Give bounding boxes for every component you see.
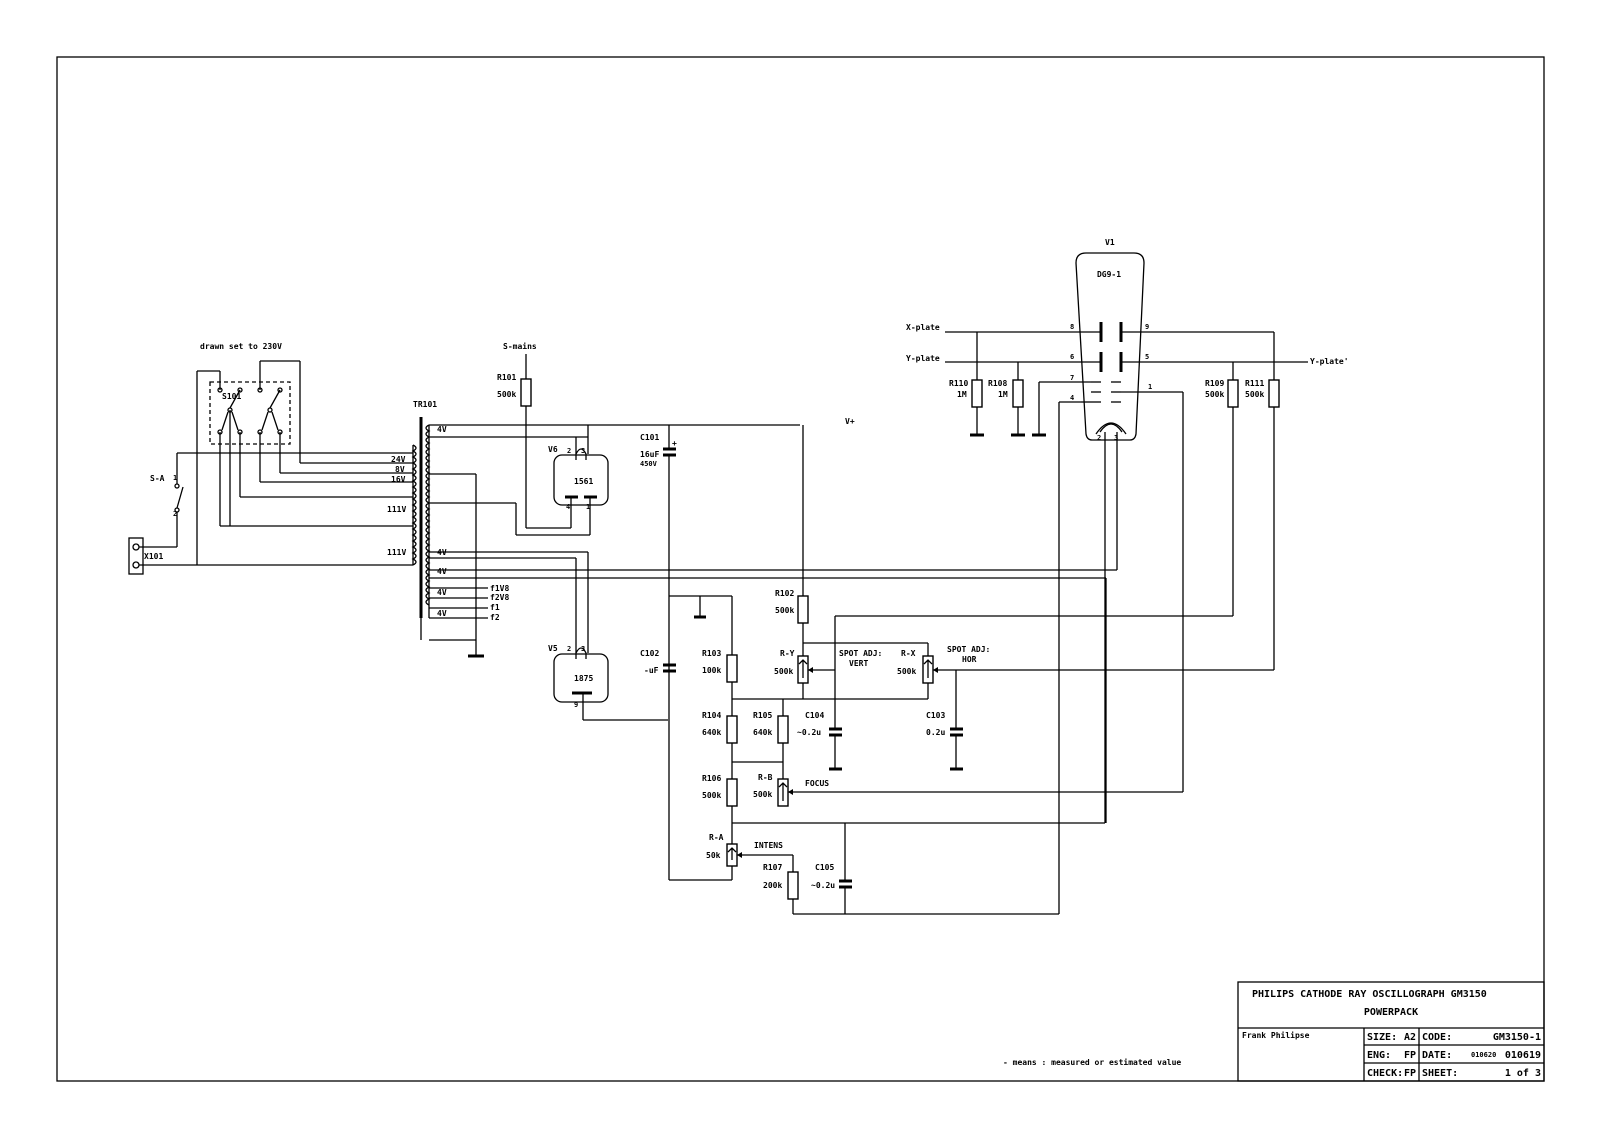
resistor-r101 — [497, 341, 537, 528]
v1-pin8: 8 — [1070, 323, 1075, 331]
v1-pin2: 2 — [1097, 434, 1102, 442]
tap-4v-d: 4V — [437, 588, 447, 597]
sa-switch-arm — [177, 487, 183, 508]
out-f2v8: f2V8 — [490, 593, 510, 602]
c101-plus: + — [672, 439, 677, 448]
v1-ref: V1 — [1105, 238, 1115, 247]
v-plus-label: V+ — [845, 417, 855, 426]
v5-type: 1875 — [574, 674, 594, 683]
c101-rating: 450V — [640, 460, 657, 468]
c104-value: ~0.2u — [797, 728, 822, 737]
r109-value: 500k — [1205, 390, 1225, 399]
v5-ref: V5 — [548, 644, 558, 653]
sa-label: S-A — [150, 474, 165, 483]
r104 — [727, 716, 737, 743]
tap-4v-b: 4V — [437, 548, 447, 557]
v5-pin3: 3 — [581, 645, 586, 653]
c101-value: 16uF — [640, 450, 660, 459]
r110 — [972, 380, 982, 407]
r103-ref: R103 — [702, 649, 722, 658]
r105-value: 640k — [753, 728, 773, 737]
size-label: SIZE: — [1367, 1032, 1398, 1043]
code-value: GM3150-1 — [1492, 1032, 1541, 1043]
r103-value: 100k — [702, 666, 722, 675]
r108-value: 1M — [998, 390, 1008, 399]
ry-func2: VERT — [849, 659, 869, 668]
tube-v5 — [548, 552, 668, 720]
r106-ref: R106 — [702, 774, 722, 783]
tap-16v: 16V — [391, 475, 406, 484]
transformer-tr101 — [387, 400, 1117, 656]
ra-value: 50k — [706, 851, 721, 860]
s-mains-label: S-mains — [503, 342, 537, 351]
sa-pin2: 2 — [173, 510, 178, 518]
c102-value: -uF — [644, 666, 659, 675]
v1-pin5: 5 — [1145, 353, 1150, 361]
ry-func: SPOT ADJ: — [839, 649, 883, 658]
r107-value: 200k — [763, 881, 783, 890]
r107 — [788, 872, 798, 899]
out-f1: f1 — [490, 603, 500, 612]
rx-value: 500k — [897, 667, 917, 676]
date-old: 010620 — [1471, 1051, 1497, 1059]
ra-ref: R-A — [709, 833, 724, 842]
r104-ref: R104 — [702, 711, 722, 720]
code-label: CODE: — [1422, 1032, 1453, 1043]
sa-pin1: 1 — [173, 474, 178, 482]
eng-value: FP — [1404, 1050, 1417, 1061]
y-plate-prime-label: Y-plate' — [1310, 357, 1349, 366]
v1-type: DG9-1 — [1096, 270, 1122, 279]
out-f2: f2 — [490, 613, 500, 622]
r105-ref: R105 — [753, 711, 773, 720]
sheet-label: SHEET: — [1422, 1068, 1459, 1079]
tap-8v: 8V — [395, 465, 405, 474]
c105-ref: C105 — [815, 863, 835, 872]
author-text: Frank Philipse — [1242, 1031, 1310, 1040]
ry-value: 500k — [774, 667, 794, 676]
rx-func2: HOR — [962, 655, 977, 664]
r106-value: 500k — [702, 791, 722, 800]
date-label: DATE: — [1422, 1050, 1453, 1061]
v1-pin9: 9 — [1145, 323, 1150, 331]
tap-4v-c: 4V — [437, 567, 447, 576]
v1-pin1: 1 — [1148, 383, 1153, 391]
r107-ref: R107 — [763, 863, 783, 872]
tube-v6 — [516, 425, 608, 535]
v6-pin2: 2 — [567, 447, 572, 455]
r108 — [1013, 380, 1023, 407]
deflection-resistors — [949, 332, 1279, 670]
ra-func: INTENS — [754, 841, 783, 850]
check-label: CHECK: — [1367, 1068, 1404, 1079]
x101-label: X101 — [144, 552, 164, 561]
r105 — [778, 716, 788, 743]
r103 — [727, 655, 737, 682]
r111-value: 500k — [1245, 390, 1265, 399]
r102-ref: R102 — [775, 589, 795, 598]
rb-value: 500k — [753, 790, 773, 799]
drawing-border — [57, 57, 1544, 1081]
subtitle-text: POWERPACK — [1363, 1007, 1419, 1018]
rb-func: FOCUS — [805, 779, 830, 788]
rb-ref: R-B — [758, 773, 773, 782]
rx-func: SPOT ADJ: — [947, 645, 991, 654]
c103-value: 0.2u — [926, 728, 946, 737]
r101-ref: R101 — [497, 373, 517, 382]
voltage-selector-s101 — [200, 342, 413, 526]
y-plate-label: Y-plate — [906, 354, 940, 363]
s101-label: S101 — [222, 392, 242, 401]
tap-111v-b: 111V — [387, 548, 407, 557]
v6-pin3: 3 — [581, 447, 586, 455]
r108-ref: R108 — [988, 379, 1008, 388]
r110-value: 1M — [957, 390, 967, 399]
check-value: FP — [1404, 1068, 1417, 1079]
r110-ref: R110 — [949, 379, 969, 388]
v5-pin2: 2 — [567, 645, 572, 653]
v6-ref: V6 — [548, 445, 558, 454]
rx-ref: R-X — [901, 649, 916, 658]
crt-v1 — [906, 238, 1349, 914]
measured-note: - means : measured or estimated value — [1003, 1058, 1182, 1067]
v1-pin6: 6 — [1070, 353, 1075, 361]
r111-ref: R111 — [1245, 379, 1265, 388]
r102-value: 500k — [775, 606, 795, 615]
v6-type: 1561 — [574, 477, 594, 486]
title-block — [1238, 982, 1544, 1081]
r109 — [1228, 380, 1238, 407]
sheet-value: 1 of 3 — [1504, 1068, 1541, 1079]
divider-chain — [640, 596, 1183, 914]
tap-24v: 24V — [391, 455, 406, 464]
c103-ref: C103 — [926, 711, 946, 720]
x-plate-label: X-plate — [906, 323, 940, 332]
v1-pin3: 3 — [1114, 434, 1119, 442]
v6-pin4: 4 — [566, 503, 571, 511]
r106 — [727, 779, 737, 806]
tap-4v-e: 4V — [437, 609, 447, 618]
tr101-label: TR101 — [413, 400, 438, 409]
r104-value: 640k — [702, 728, 722, 737]
r102 — [798, 596, 808, 623]
r101-value: 500k — [497, 390, 517, 399]
tap-111v-a: 111V — [387, 505, 407, 514]
r109-ref: R109 — [1205, 379, 1225, 388]
r111 — [1269, 380, 1279, 407]
v1-pin4: 4 — [1070, 394, 1075, 402]
date-value: 010619 — [1504, 1050, 1541, 1061]
selector-caption: drawn set to 230V — [200, 342, 282, 351]
c101-ref: C101 — [640, 433, 660, 442]
v5-pin9: 9 — [574, 701, 579, 709]
c102-ref: C102 — [640, 649, 660, 658]
ry-ref: R-Y — [780, 649, 795, 658]
title-text: PHILIPS CATHODE RAY OSCILLOGRAPH GM3150 — [1252, 989, 1487, 1000]
v6-pin1: 1 — [586, 503, 591, 511]
c105-value: ~0.2u — [811, 881, 836, 890]
v1-pin7: 7 — [1070, 374, 1075, 382]
out-f1v8: f1V8 — [490, 584, 510, 593]
tap-4v-a: 4V — [437, 425, 447, 434]
c104-ref: C104 — [805, 711, 825, 720]
eng-label: ENG: — [1367, 1050, 1392, 1061]
size-value: A2 — [1404, 1032, 1417, 1043]
spot-adjust-network — [774, 425, 1274, 769]
